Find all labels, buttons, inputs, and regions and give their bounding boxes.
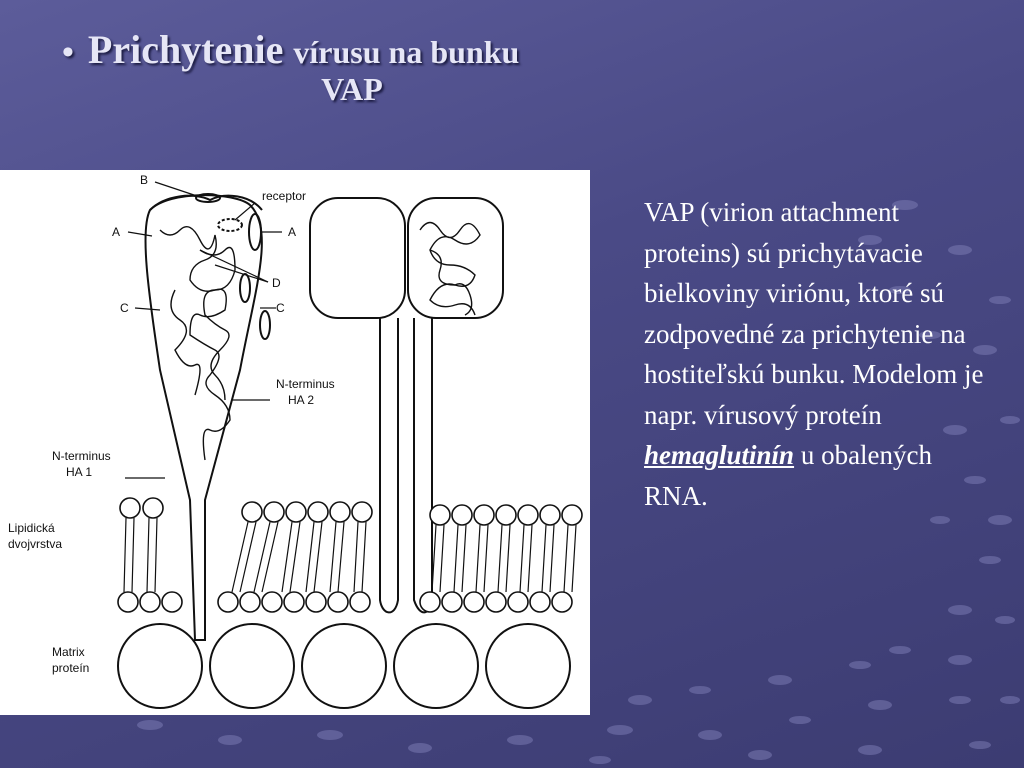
ha-head-right-b	[408, 198, 503, 318]
slide-title	[62, 26, 622, 108]
hemagglutinin-diagram	[0, 170, 590, 715]
title-vap: VAP	[321, 71, 383, 107]
lipid-heads-bottom	[118, 592, 572, 612]
description-part1: VAP (virion attachment proteins) sú prichytávacie bielkoviny viriónu, ktoré sú zodpovedné za prichytenie na hostiteľskú bunku. Modelom je napr. vírusový proteín	[644, 197, 984, 430]
matrix-protein-circles	[118, 624, 570, 708]
label-matrix-1: Matrix	[52, 645, 85, 659]
label-a-right: A	[288, 225, 297, 239]
label-receptor: receptor	[262, 189, 307, 203]
ha-stalk-right	[380, 318, 432, 612]
title-main-word: Prichytenie	[87, 27, 284, 72]
label-n-terminus-ha1: N-terminus	[52, 449, 111, 463]
diagram-svg	[0, 170, 590, 715]
label-d: D	[272, 276, 281, 290]
label-n-terminus-ha2: N-terminus	[276, 377, 335, 391]
label-ha1: HA 1	[66, 465, 93, 479]
ha-head-right-a	[310, 198, 405, 318]
hemagglutinin-emphasis: hemaglutinín	[644, 440, 795, 470]
label-matrix-2: proteín	[52, 661, 90, 675]
title-rest: vírusu na bunku	[293, 34, 520, 70]
label-a-left: A	[112, 225, 121, 239]
label-c-right: C	[276, 301, 285, 315]
label-ha2: HA 2	[288, 393, 315, 407]
description-text	[644, 192, 984, 516]
label-c-left: C	[120, 301, 129, 315]
title-bullet: •	[62, 34, 74, 71]
label-b: B	[140, 173, 149, 187]
label-lipid-1: Lipidická	[8, 521, 55, 535]
label-lipid-2: dvojvrstva	[8, 537, 63, 551]
description-part2: u obalených RNA.	[644, 440, 933, 511]
